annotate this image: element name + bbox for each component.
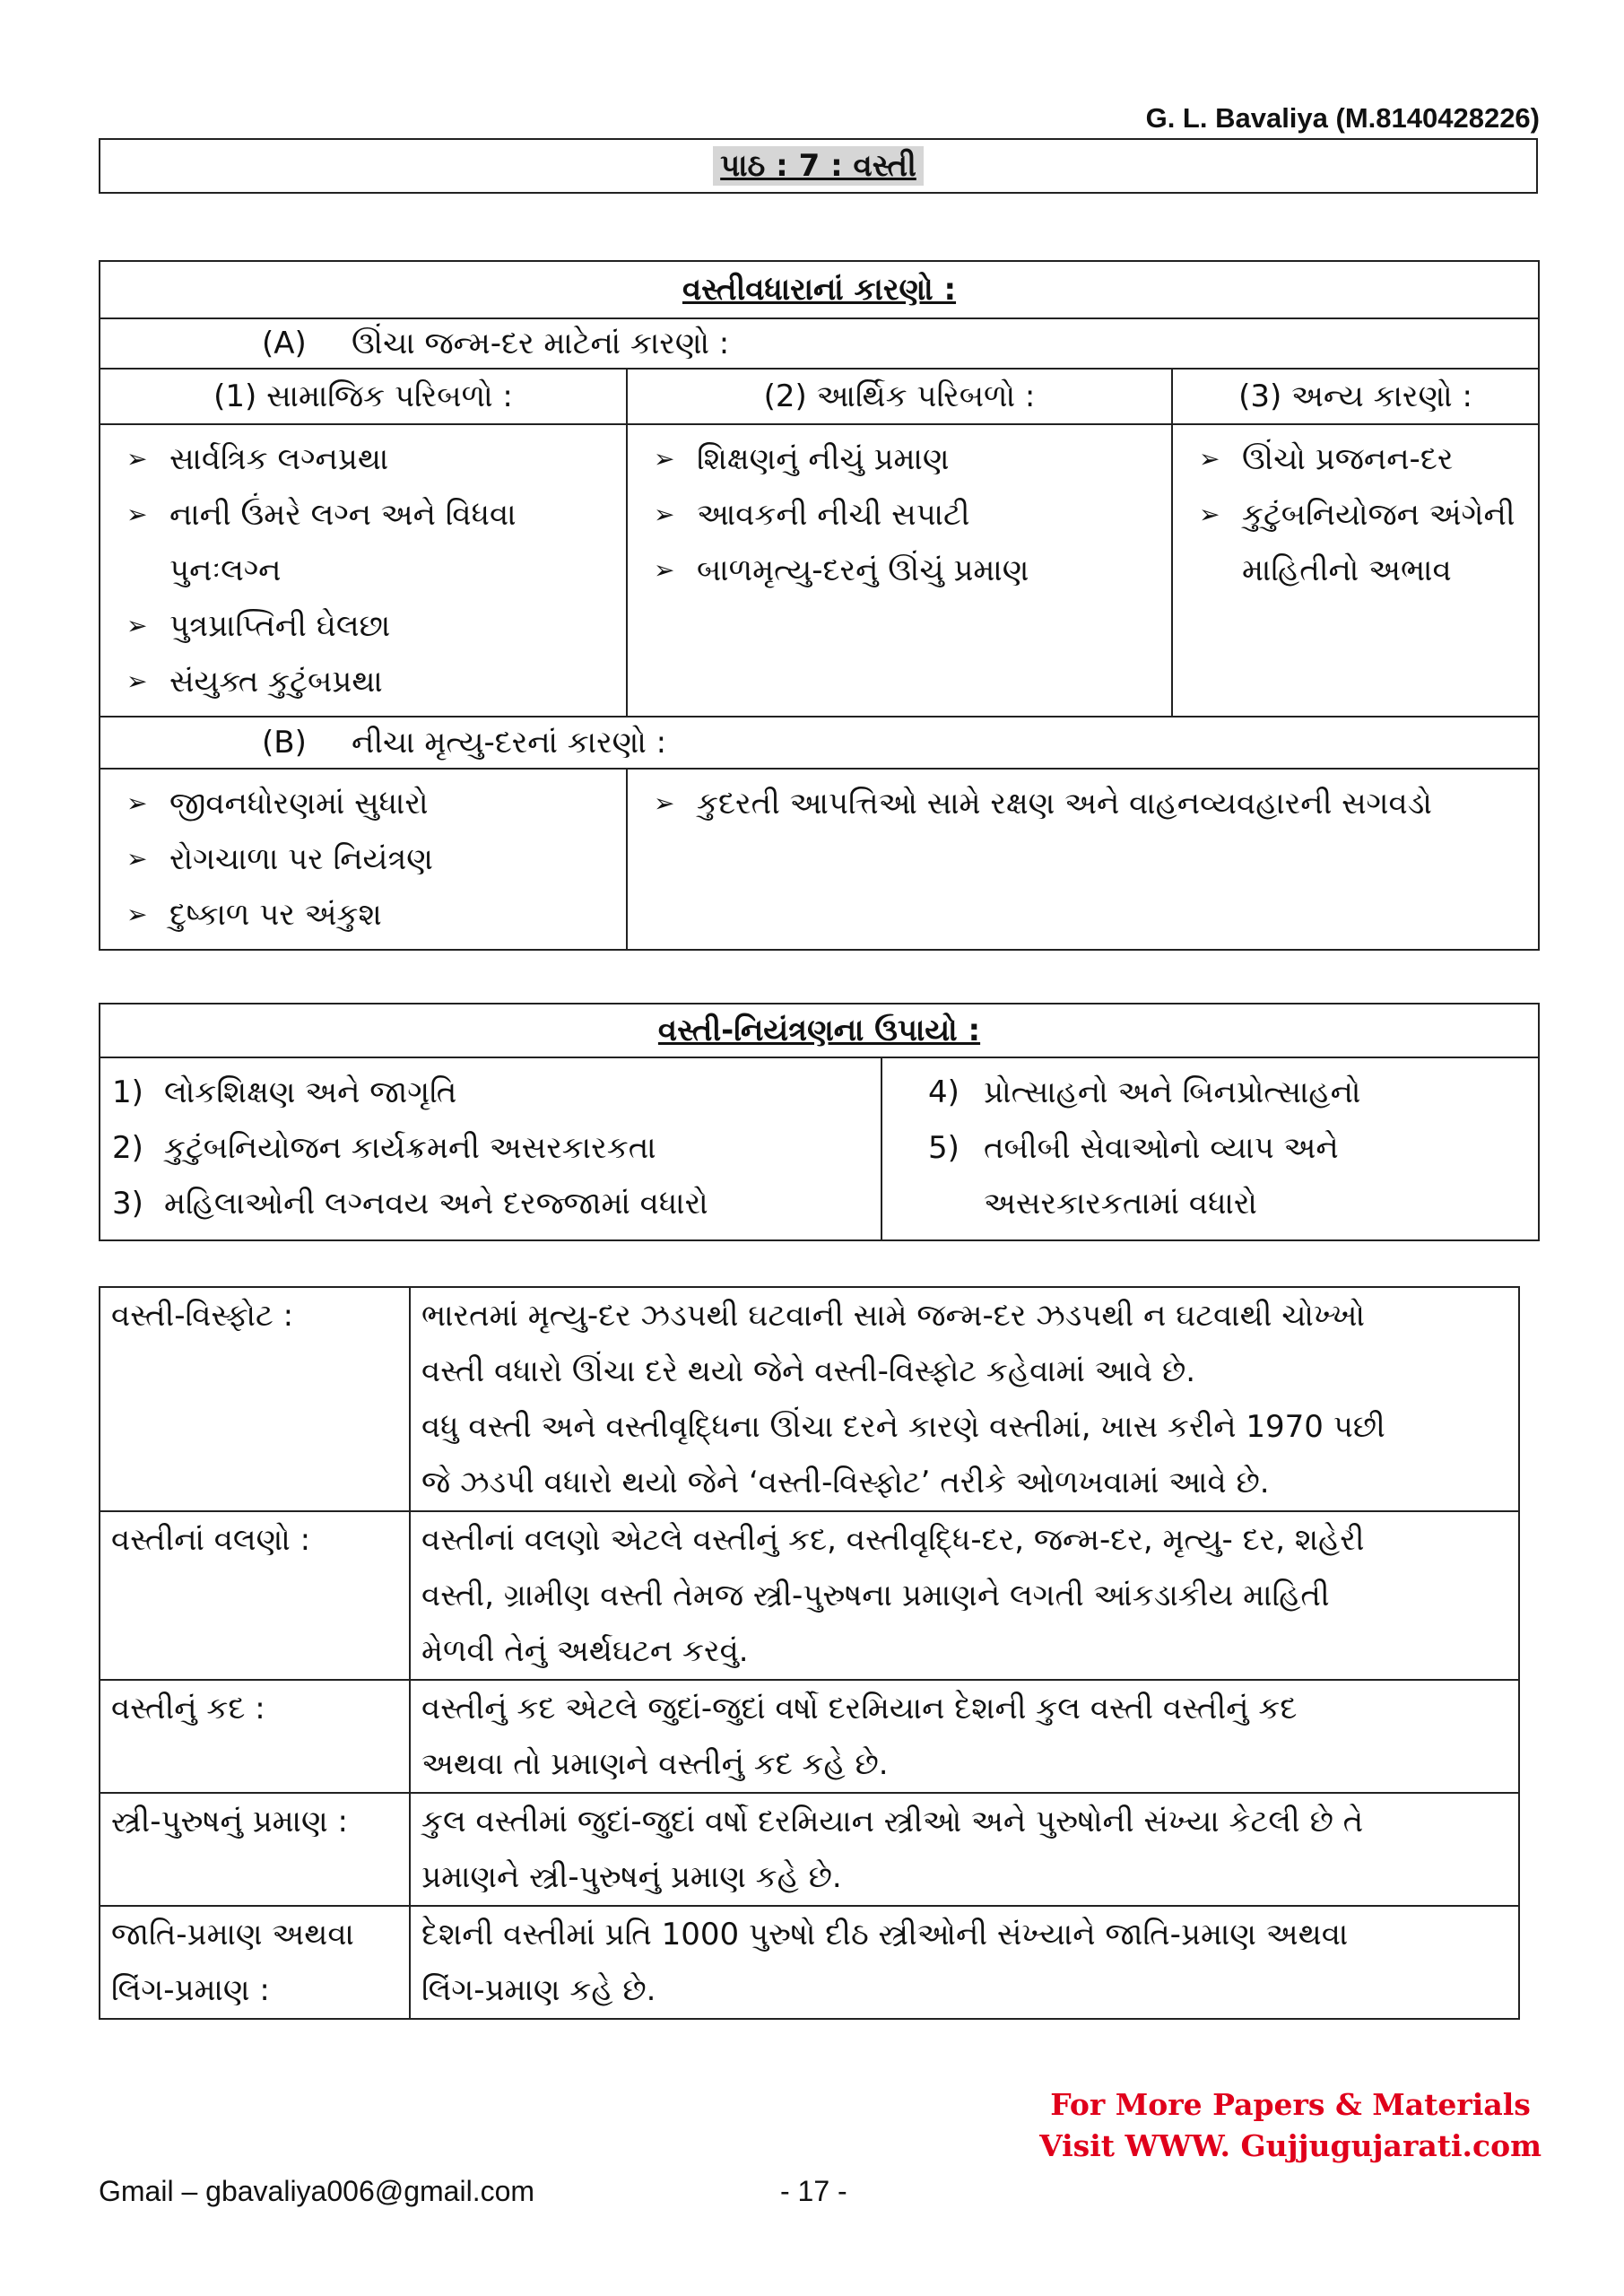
list-item: ➢ ઊંચો પ્રજનન-દર [1242,431,1537,487]
list-item: ➢ બાળમૃત્યુ-દરનું ઊંચું પ્રમાણ [697,543,1170,598]
definition-body: ભારતમાં મૃત્યુ-દર ઝડપથી ઘટવાની સામે જન્મ-દર ઝડપથી ન ઘટવાથી ચોખ્ખો વસ્તી વધારો ઊંચા દરે થયો જેને વસ્તી-વિસ્ફોટ કહેવામાં આવે છે. વધુ વસ્તી અને વસ્તીવૃદ્ધિના ઊંચા દરને કારણે વસ્તીમાં, ખાસ કરીને 1970 પછી જે ઝડપી વધારો થયો જેને ‘વસ્તી-વિસ્ફોટ’ તરીકે ઓળખવામાં આવે છે. [410,1287,1519,1511]
control-heading: વસ્તી-નિયંત્રણના ઉપાયો : [657,1013,981,1048]
definition-term: સ્ત્રી-પુરુષનું પ્રમાણ : [100,1793,410,1906]
list-item: ➢ શિક્ષણનું નીચું પ્રમાણ [697,431,1170,487]
lesson-title: પાઠ : 7 : વસ્તી [713,146,924,186]
list-item: 4) પ્રોત્સાહનો અને બિનપ્રોત્સાહનો [928,1074,1361,1110]
table-row [100,1793,1519,1906]
high-birth-label: ઊંચા જન્મ-દર માટેનાં કારણો : [352,326,730,361]
definitions-table [99,1286,1520,2020]
control-left-list [101,1059,880,1239]
other-causes-list [1174,426,1537,604]
definition-term: વસ્તી-વિસ્ફોટ : [100,1287,410,1511]
list-item: ➢ સંયુક્ત કુટુંબપ્રથા [169,654,625,709]
list-item: 5) તબીબી સેવાઓનો વ્યાપ અને અસરકારકતામાં વધારો [928,1130,1339,1222]
economic-factors-list [629,426,1170,604]
control-right-list [883,1059,1537,1239]
list-item: ➢ કુટુંબનિયોજન અંગેની માહિતીનો અભાવ [1242,487,1537,598]
page-number: - 17 - [780,2175,847,2207]
low-death-label: નીચા મૃત્યુ-દરનાં કારણો : [352,725,667,761]
list-item: ➢ દુષ્કાળ પર અંકુશ [169,887,625,943]
definition-term: વસ્તીનું કદ : [100,1680,410,1793]
economic-factors-title: (2) આર્થિક પરિબળો : [627,369,1172,424]
list-item: 1) લોકશિક્ષણ અને જાગૃતિ [112,1074,457,1110]
promo-link[interactable]: Visit WWW. Gujjugujarati.com [1039,2128,1541,2163]
table-row [100,1511,1519,1680]
list-item: 3) મહિલાઓની લગ્નવય અને દરજ્જામાં વધારો [112,1186,708,1222]
list-item: ➢ આવકની નીચી સપાટી [697,487,1170,543]
list-item: ➢ જીવનધોરણમાં સુધારો [169,776,625,831]
other-causes-title: (3) અન્ય કારણો : [1172,369,1539,424]
list-item: ➢ સાર્વત્રિક લગ્નપ્રથા [169,431,625,487]
table-row [100,1680,1519,1793]
social-factors-list [101,426,625,715]
definition-body: વસ્તીનાં વલણો એટલે વસ્તીનું કદ, વસ્તીવૃદ્ધિ-દર, જન્મ-દર, મૃત્યુ- દર, શહેરી વસ્તી, ગ્રામીણ વસ્તી તેમજ સ્ત્રી-પુરુષના પ્રમાણને લગતી આંકડાકીય માહિતી મેળવી તેનું અર્થઘટન કરવું. [410,1511,1519,1680]
list-item: ➢ પુત્રપ્રાપ્તિની ઘેલછા [169,598,625,654]
definition-term: વસ્તીનાં વલણો : [100,1511,410,1680]
low-death-tag: (B) [262,725,307,761]
lesson-title-box [99,138,1538,194]
list-item: ➢ કુદરતી આપત્તિઓ સામે રક્ષણ અને વાહનવ્યવહારની સગવડો [697,776,1465,831]
definition-body: કુલ વસ્તીમાં જુદાં-જુદાં વર્ષો દરમિયાન સ્ત્રીઓ અને પુરુષોની સંખ્યા કેટલી છે તે પ્રમાણને સ્ત્રી-પુરુષનું પ્રમાણ કહે છે. [410,1793,1519,1906]
table-row [100,1906,1519,2019]
definition-term: જાતિ-પ્રમાણ અથવા લિંગ-પ્રમાણ : [100,1906,410,2019]
table-row [100,1287,1519,1511]
low-death-left-list [101,770,625,948]
growth-causes-heading: વસ્તીવધારાનાં કારણો : [682,272,957,308]
list-item: ➢ રોગચાળા પર નિયંત્રણ [169,831,625,887]
low-death-right-list [629,770,1537,837]
high-birth-tag: (A) [262,326,307,361]
list-item: 2) કુટુંબનિયોજન કાર્યક્રમની અસરકારકતા [112,1130,656,1166]
definition-body: વસ્તીનું કદ એટલે જુદાં-જુદાં વર્ષો દરમિયાન દેશની કુલ વસ્તી વસ્તીનું કદ અથવા તો પ્રમાણને વસ્તીનું કદ કહે છે. [410,1680,1519,1793]
control-measures-table [99,1003,1540,1241]
promo-text [1039,2084,1541,2167]
promo-line-1: For More Papers & Materials [1050,2087,1531,2122]
list-item: ➢ નાની ઉંમરે લગ્ન અને વિધવા પુનઃલગ્ન [169,487,625,598]
footer-email: Gmail – gbavaliya006@gmail.com [99,2175,535,2207]
social-factors-title: (1) સામાજિક પરિબળો : [100,369,627,424]
definition-body: દેશની વસ્તીમાં પ્રતિ 1000 પુરુષો દીઠ સ્ત્રીઓની સંખ્યાને જાતિ-પ્રમાણ અથવા લિંગ-પ્રમાણ કહે છે. [410,1906,1519,2019]
author-header: G. L. Bavaliya (M.8140428226) [1145,102,1540,134]
growth-causes-table [99,260,1540,951]
